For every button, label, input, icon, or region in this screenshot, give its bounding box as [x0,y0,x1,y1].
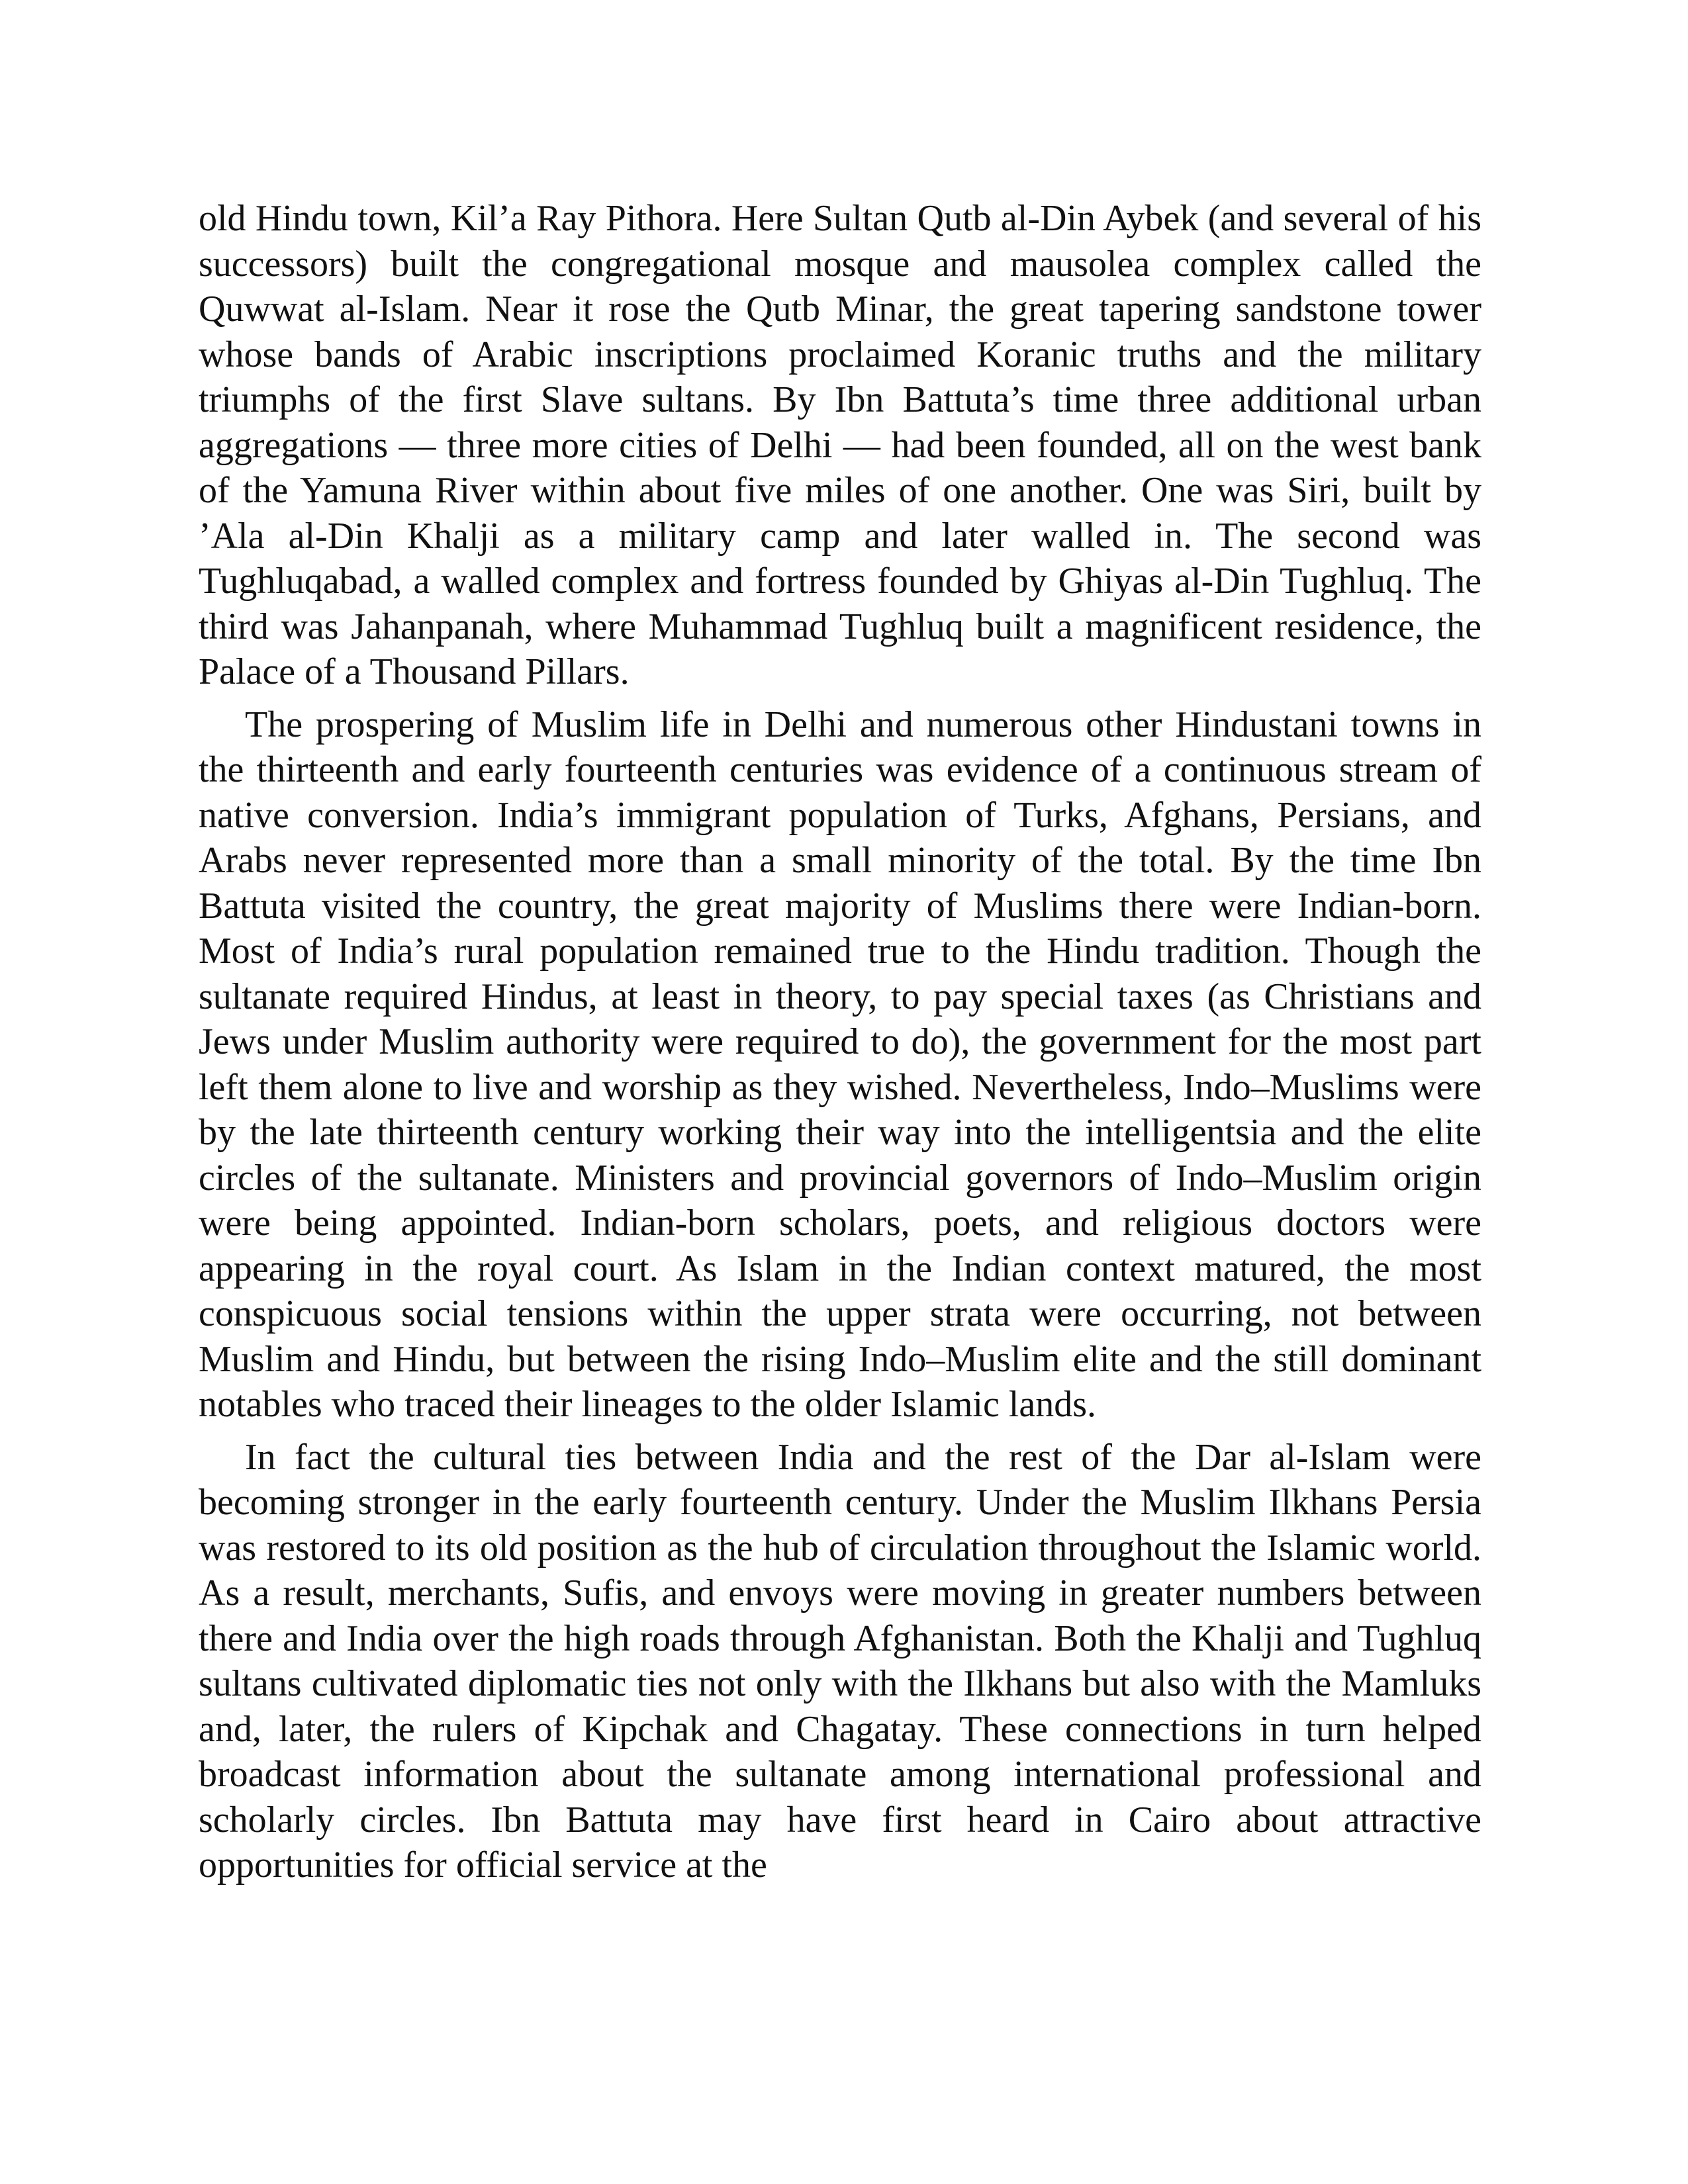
paragraph-delhi-cities: old Hindu town, Kil’a Ray Pithora. Here Sultan Qutb al-Din Aybek (and several of his successors) built the congregational mosque and mausolea complex called the Quwwat al-Islam. Near it rose the Qutb Minar, the great tapering sandstone tower whose bands of Arabic inscriptions proclaimed Koranic truths and the military triumphs of the first Slave sultans. By Ibn Battuta’s time three additional urban aggregations — three more cities of Delhi — had been founded, all on the west bank of the Yamuna River within about five miles of one another. One was Siri, built by ’Ala al-Din Khalji as a military camp and later walled in. The second was Tughluqabad, a walled complex and fortress founded by Ghiyas al-Din Tughluq. The third was Jahanpanah, where Muhammad Tughluq built a magnificent residence, the Palace of a Thousand Pillars. [199,198,1481,692]
paragraph-cultural-ties: In fact the cultural ties between India and the rest of the Dar al-Islam were becoming stronger in the early fourteenth century. Under the Muslim Ilkhans Persia was restored to its old position as the hub of circulation throughout the Islamic world. As a result, merchants, Sufis, and envoys were moving in greater numbers between there and India over the high roads through Afghanistan. Both the Khalji and Tughluq sultans cultivated diplomatic ties not only with the Ilkhans but also with the Mamluks and, later, the rulers of Kipchak and Chagatay. These connections in turn helped broadcast information about the sultanate among international professional and scholarly circles. Ibn Battuta may have first heard in Cairo about attractive opportunities for official service at the [199,1436,1481,1886]
document-page [199,196,1481,1895]
paragraph-muslim-life: The prospering of Muslim life in Delhi and numerous other Hindustani towns in the thirteenth and early fourteenth centuries was evidence of a continuous stream of native conversion. India’s immigrant population of Turks, Afghans, Persians, and Arabs never represented more than a small minority of the total. By the time Ibn Battuta visited the country, the great majority of Muslims there were Indian-born. Most of India’s rural population remained true to the Hindu tradition. Though the sultanate required Hindus, at least in theory, to pay special taxes (as Christians and Jews under Muslim authority were required to do), the government for the most part left them alone to live and worship as they wished. Nevertheless, Indo–Muslims were by the late thirteenth century working their way into the intelligentsia and the elite circles of the sultanate. Ministers and provincial governors of Indo–Muslim origin were being appointed. Indian-born scholars, poets, and religious doctors were appearing in the royal court. As Islam in the Indian context matured, the most conspicuous social tensions within the upper strata were occurring, not between Muslim and Hindu, but between the rising Indo–Muslim elite and the still dominant notables who traced their lineages to the older Islamic lands. [199,704,1481,1425]
